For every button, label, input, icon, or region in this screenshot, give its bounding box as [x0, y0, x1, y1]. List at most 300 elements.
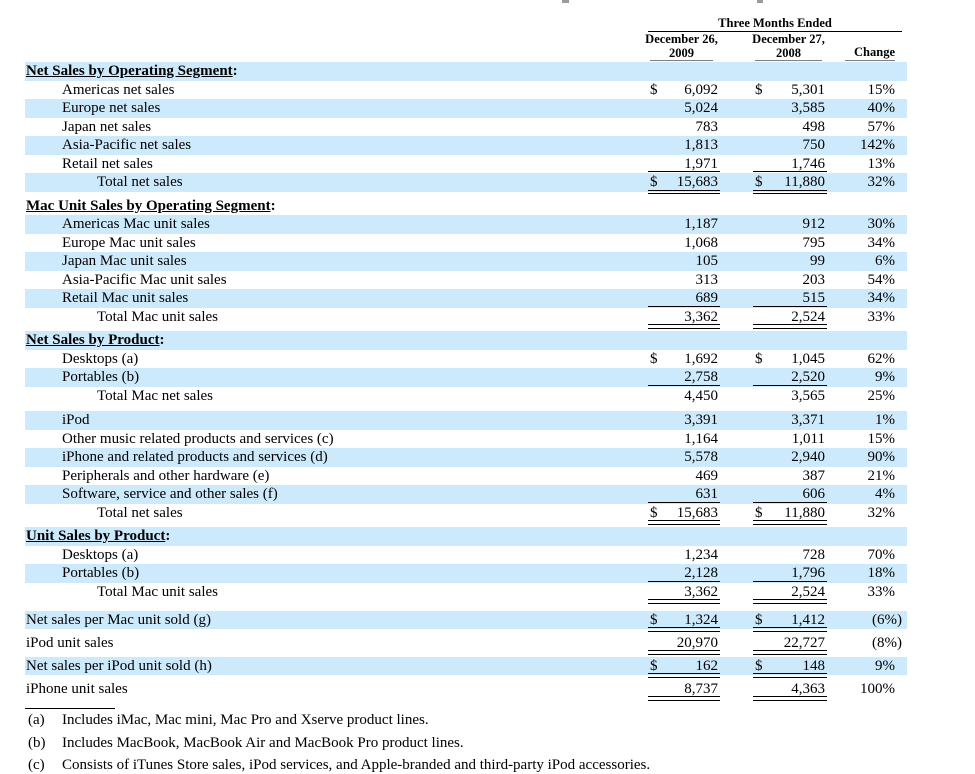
footnote-c-marker: (c) [28, 757, 45, 773]
value-2008: 2,524 [791, 308, 825, 325]
change-value: 54% [867, 271, 895, 288]
change-cell [845, 527, 895, 546]
section-title-suffix: : [165, 528, 171, 544]
value-2008-cell [755, 81, 825, 100]
value-2009-cell [650, 99, 718, 118]
value-2009-cell [650, 234, 718, 253]
value-2009: 20,970 [676, 634, 718, 651]
row-label-text: Total Mac unit sales [97, 583, 219, 600]
row-label [25, 611, 650, 630]
row-label-text: Japan net sales [62, 118, 152, 135]
table-row [25, 430, 907, 449]
row-label-text: Portables (b) [62, 369, 140, 385]
clipped-text-fragment [757, 0, 763, 3]
row-right-pad [895, 368, 907, 387]
row-label [25, 99, 650, 118]
row-label [25, 118, 650, 137]
column-gap [718, 350, 755, 369]
value-2008-cell [755, 583, 825, 602]
row-label [25, 252, 650, 271]
row-label-text: Asia-Pacific Mac unit sales [62, 271, 227, 288]
row-label-text: iPhone and related products and services (d) [62, 449, 328, 465]
change-cell [845, 583, 895, 602]
value-2008: 1,796 [791, 565, 825, 581]
change-cell [845, 62, 895, 81]
row-label [25, 527, 650, 546]
value-2009-cell [650, 657, 718, 676]
dollar-sign-2009: $ [650, 350, 658, 367]
value-2009: 1,813 [684, 137, 718, 153]
column-gap [825, 234, 845, 253]
row-label [25, 634, 650, 653]
row-right-pad [895, 136, 907, 155]
row-right-pad [895, 234, 907, 253]
value-2009-cell [650, 485, 718, 504]
change-cell [845, 252, 895, 271]
column-gap [718, 527, 755, 546]
dollar-sign-2009: $ [650, 81, 658, 98]
row-label [25, 467, 650, 486]
row-label-text: Desktops (a) [62, 546, 139, 563]
row-right-pad [895, 387, 907, 406]
value-2008: 203 [802, 271, 825, 288]
value-2008-cell [755, 289, 825, 308]
row-label [25, 308, 650, 327]
change-cell [845, 118, 895, 137]
row-label [25, 583, 650, 602]
column-gap [825, 564, 845, 583]
column-gap [825, 634, 845, 653]
column-gap [825, 448, 845, 467]
dollar-sign-2008: $ [755, 611, 763, 628]
value-2009-cell [650, 448, 718, 467]
table-row [25, 527, 907, 546]
value-2008-cell [755, 546, 825, 565]
column-gap [825, 546, 845, 565]
column-gap [718, 118, 755, 137]
column-header-2008 [752, 32, 825, 61]
value-2009: 2,128 [684, 565, 718, 581]
row-label-text: iPod unit sales [26, 634, 114, 651]
column-gap [718, 448, 755, 467]
row-label [25, 430, 650, 449]
column-gap [718, 155, 755, 174]
column-gap [718, 546, 755, 565]
column-gap [825, 350, 845, 369]
change-cell [845, 197, 895, 216]
row-label-text: Total net sales [97, 174, 183, 190]
row-label [25, 564, 650, 583]
section-title-suffix: : [232, 63, 238, 79]
row-label [25, 215, 650, 234]
value-2008-cell [755, 234, 825, 253]
table-row [25, 308, 907, 327]
change-value: 34% [867, 290, 895, 306]
footnote-c-text: Consists of iTunes Store sales, iPod services, and Apple-branded and third-party iPod accessories. [62, 757, 651, 773]
value-2008: 515 [802, 290, 825, 306]
value-2008: 2,520 [791, 369, 825, 385]
row-label-text: Europe Mac unit sales [62, 234, 196, 251]
value-2009: 105 [695, 253, 718, 269]
footnote-b-marker: (b) [28, 735, 46, 751]
table-row [25, 634, 907, 653]
change-cell [845, 350, 895, 369]
value-2009-cell [650, 504, 718, 523]
value-2008: 795 [802, 234, 825, 251]
table-row [25, 657, 907, 676]
row-right-pad [895, 350, 907, 369]
change-cell [845, 657, 895, 676]
value-2009: 3,391 [684, 412, 718, 428]
change-value: 9% [875, 369, 895, 385]
table-row [25, 411, 907, 430]
value-2009-cell [650, 289, 718, 308]
change-cell [845, 368, 895, 387]
section-title: Net Sales by Operating Segment [26, 63, 233, 79]
value-2008: 2,524 [791, 583, 825, 600]
row-right-pad [895, 467, 907, 486]
table-row [25, 467, 907, 486]
column-gap [825, 308, 845, 327]
value-2009-cell [650, 546, 718, 565]
value-2008: 606 [802, 486, 825, 502]
value-2008: 1,746 [791, 155, 825, 172]
column-gap [825, 252, 845, 271]
row-label-text: Desktops (a) [62, 350, 139, 367]
value-2008: 1,011 [791, 430, 825, 447]
table-row [25, 99, 907, 118]
row-label [25, 504, 650, 523]
table-row [25, 448, 907, 467]
row-right-pad [895, 546, 907, 565]
value-2009-cell [650, 350, 718, 369]
row-right-pad [895, 448, 907, 467]
change-value: 6% [875, 253, 895, 269]
value-2008-cell [755, 271, 825, 290]
column-gap [718, 173, 755, 192]
row-right-pad [895, 173, 907, 192]
row-right-pad [895, 215, 907, 234]
row-label-text: Europe net sales [62, 100, 161, 116]
column-header-2009 [645, 32, 718, 61]
column-gap [718, 611, 755, 630]
change-value: 33% [867, 308, 895, 325]
column-header-2009-line1: December 26, [645, 32, 718, 46]
value-2009-cell [650, 368, 718, 387]
value-2009: 1,164 [684, 430, 718, 447]
value-2009: 1,324 [684, 611, 718, 628]
change-value: 4% [875, 486, 895, 502]
value-2008: 4,363 [791, 680, 825, 697]
row-right-pad [895, 657, 907, 676]
row-label [25, 62, 650, 81]
value-2009: 15,683 [676, 504, 718, 521]
value-2008: 148 [802, 657, 825, 674]
value-2009-cell [650, 252, 718, 271]
value-2008-cell [755, 387, 825, 406]
column-gap [718, 289, 755, 308]
change-cell [845, 215, 895, 234]
row-label [25, 331, 650, 350]
column-gap [718, 368, 755, 387]
dollar-sign-2008: $ [755, 657, 763, 674]
value-2008-cell [755, 136, 825, 155]
value-2009: 3,362 [684, 583, 718, 600]
value-2009-cell [650, 136, 718, 155]
row-label-text: Net sales per Mac unit sold (g) [26, 611, 211, 628]
value-2008-cell [755, 467, 825, 486]
row-label-text: Peripherals and other hardware (e) [62, 467, 270, 484]
change-cell [845, 485, 895, 504]
change-cell [845, 136, 895, 155]
value-2008-cell [755, 527, 825, 546]
change-cell [845, 680, 895, 699]
table-row [25, 271, 907, 290]
value-2008-cell [755, 350, 825, 369]
column-gap [718, 215, 755, 234]
value-2009: 8,737 [684, 680, 718, 697]
value-2008-cell [755, 368, 825, 387]
column-gap [718, 430, 755, 449]
value-2008-cell [755, 411, 825, 430]
change-cell [845, 387, 895, 406]
value-2008-cell [755, 680, 825, 699]
value-2008: 750 [802, 137, 825, 153]
value-2008: 5,301 [791, 81, 825, 98]
value-2008-cell [755, 430, 825, 449]
column-gap [718, 680, 755, 699]
value-2009-cell [650, 173, 718, 192]
table-row [25, 173, 907, 192]
table-row [25, 155, 907, 174]
table-row [25, 611, 907, 630]
row-right-pad [895, 430, 907, 449]
value-2008-cell [755, 331, 825, 350]
value-2009-cell [650, 155, 718, 174]
row-right-pad [895, 271, 907, 290]
change-value: 30% [867, 216, 895, 232]
value-2008-cell [755, 308, 825, 327]
section-title-suffix: : [270, 197, 276, 214]
column-gap [718, 467, 755, 486]
value-2008: 3,371 [791, 412, 825, 428]
column-gap [825, 368, 845, 387]
row-right-pad [895, 81, 907, 100]
row-label-text: Asia-Pacific net sales [62, 137, 192, 153]
row-right-pad [895, 564, 907, 583]
value-2008-cell [755, 504, 825, 523]
value-2009: 5,024 [684, 100, 718, 116]
change-value: 33% [867, 583, 895, 600]
row-label-text: Net sales per iPod unit sold (h) [26, 657, 212, 674]
change-cell [845, 308, 895, 327]
column-gap [825, 271, 845, 290]
change-cell [845, 411, 895, 430]
row-label [25, 387, 650, 406]
value-2009: 15,683 [676, 174, 718, 190]
value-2009: 1,971 [684, 155, 718, 172]
clipped-text-fragment [562, 0, 569, 3]
row-right-pad [895, 308, 907, 327]
value-2009: 1,068 [684, 234, 718, 251]
dollar-sign-2009: $ [650, 657, 658, 674]
change-value: 21% [867, 467, 895, 484]
table-row [25, 197, 907, 216]
row-right-pad [895, 583, 907, 602]
change-value: (8%) [872, 634, 902, 651]
row-label-text: Japan Mac unit sales [62, 253, 187, 269]
change-value: 9% [875, 657, 895, 674]
value-2009: 162 [695, 657, 718, 674]
column-gap [718, 252, 755, 271]
column-gap [825, 387, 845, 406]
change-value: 32% [867, 504, 895, 521]
column-gap [825, 611, 845, 630]
change-value: 34% [867, 234, 895, 251]
value-2008: 11,880 [784, 504, 825, 521]
column-gap [825, 99, 845, 118]
table-row [25, 680, 907, 699]
column-gap [718, 234, 755, 253]
change-value: (6%) [872, 611, 902, 628]
value-2008: 99 [810, 253, 825, 269]
value-2008: 2,940 [791, 449, 825, 465]
value-2009-cell [650, 215, 718, 234]
value-2009-cell [650, 583, 718, 602]
row-label-text: iPod [62, 412, 90, 428]
value-2008: 3,585 [791, 100, 825, 116]
change-value: 142% [860, 137, 895, 153]
column-gap [718, 81, 755, 100]
column-gap [825, 467, 845, 486]
column-gap [718, 271, 755, 290]
value-2008-cell [755, 155, 825, 174]
column-gap [718, 136, 755, 155]
row-right-pad [895, 680, 907, 699]
table-row [25, 350, 907, 369]
value-2009: 631 [695, 486, 718, 502]
value-2008-cell [755, 564, 825, 583]
column-gap [825, 197, 845, 216]
table-row [25, 504, 907, 523]
row-label [25, 155, 650, 174]
value-2008: 22,727 [783, 634, 825, 651]
footnote-b-text: Includes MacBook, MacBook Air and MacBook Pro product lines. [62, 735, 464, 751]
row-label [25, 485, 650, 504]
column-gap [825, 411, 845, 430]
table-row [25, 81, 907, 100]
value-2008: 912 [802, 216, 825, 232]
column-gap [718, 583, 755, 602]
value-2008: 1,045 [791, 350, 825, 367]
column-gap [718, 411, 755, 430]
column-gap [825, 173, 845, 192]
dollar-sign-2008: $ [755, 504, 763, 521]
change-value: 13% [867, 155, 895, 172]
row-label [25, 546, 650, 565]
row-label [25, 234, 650, 253]
change-value: 62% [867, 350, 895, 367]
change-value: 70% [867, 546, 895, 563]
value-2009: 469 [695, 467, 718, 484]
column-gap [718, 387, 755, 406]
row-right-pad [895, 634, 907, 653]
change-value: 18% [867, 565, 895, 581]
value-2008: 1,412 [791, 611, 825, 628]
change-value: 1% [875, 412, 895, 428]
column-gap [825, 485, 845, 504]
row-label [25, 173, 650, 192]
value-2009-cell [650, 308, 718, 327]
value-2008-cell [755, 118, 825, 137]
value-2009: 5,578 [684, 449, 718, 465]
period-header: Three Months Ended [648, 16, 902, 32]
footnote-a-marker: (a) [28, 712, 45, 728]
value-2009-cell [650, 411, 718, 430]
value-2009-cell [650, 81, 718, 100]
row-right-pad [895, 252, 907, 271]
change-cell [845, 546, 895, 565]
row-right-pad [895, 62, 907, 81]
column-header-2008-line1: December 27, [752, 32, 825, 46]
value-2008-cell [755, 99, 825, 118]
value-2009-cell [650, 387, 718, 406]
value-2009-cell [650, 564, 718, 583]
row-label-text: Americas net sales [62, 81, 175, 98]
dollar-sign-2008: $ [755, 81, 763, 98]
column-gap [718, 308, 755, 327]
row-right-pad [895, 197, 907, 216]
change-value: 25% [867, 387, 895, 404]
table-row [25, 387, 907, 406]
value-2008-cell [755, 657, 825, 676]
table-row [25, 485, 907, 504]
column-gap [825, 430, 845, 449]
dollar-sign-2009: $ [650, 611, 658, 628]
value-2009-cell [650, 197, 718, 216]
value-2009: 313 [695, 271, 718, 288]
column-header-2008-line2: 2008 [776, 45, 801, 60]
row-label [25, 448, 650, 467]
change-cell [845, 448, 895, 467]
change-value: 15% [867, 430, 895, 447]
row-label-text: Retail net sales [62, 155, 153, 172]
change-value: 90% [867, 449, 895, 465]
column-gap [825, 527, 845, 546]
column-gap [825, 155, 845, 174]
change-value: 32% [867, 174, 895, 190]
row-right-pad [895, 611, 907, 630]
row-right-pad [895, 118, 907, 137]
dollar-sign-2009: $ [650, 504, 658, 521]
row-label [25, 271, 650, 290]
change-cell [845, 234, 895, 253]
value-2008: 387 [802, 467, 825, 484]
value-2009-cell [650, 62, 718, 81]
footnote-a [28, 712, 429, 729]
row-label [25, 81, 650, 100]
row-label-text: iPhone unit sales [26, 680, 128, 697]
section-title: Unit Sales by Product [26, 528, 166, 544]
table-row [25, 215, 907, 234]
change-cell [845, 173, 895, 192]
section-title: Mac Unit Sales by Operating Segment [26, 197, 271, 214]
value-2008-cell [755, 611, 825, 630]
change-cell [845, 331, 895, 350]
value-2009-cell [650, 527, 718, 546]
value-2009: 6,092 [684, 81, 718, 98]
change-cell [845, 467, 895, 486]
